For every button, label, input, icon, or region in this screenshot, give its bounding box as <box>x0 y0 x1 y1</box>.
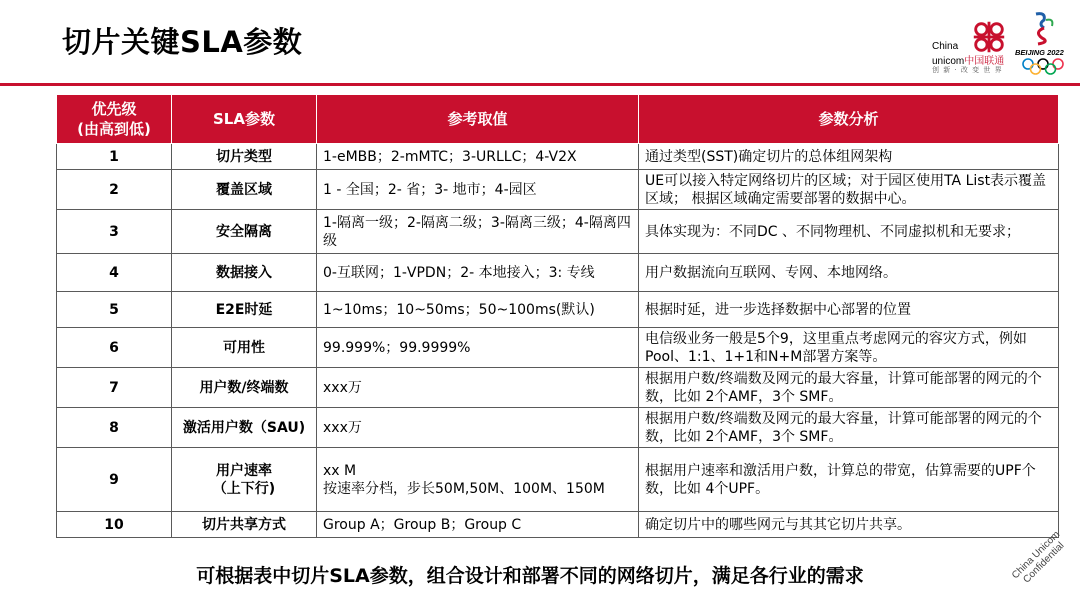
row-value: Group A；Group B；Group C <box>317 512 639 538</box>
row-analysis: 通过类型(SST)确定切片的总体组网架构 <box>639 144 1059 170</box>
row-param: E2E时延 <box>172 292 317 328</box>
beijing-2022-text: BEIJING 2022 <box>1015 48 1064 57</box>
row-priority: 10 <box>57 512 172 538</box>
table-row <box>57 292 1059 328</box>
row-analysis: UE可以接入特定网络切片的区域；对于园区使用TA List表示覆盖区域； 根据区域确定需要部署的数据中心。 <box>639 170 1059 210</box>
page-title: 切片关键SLA参数 <box>62 25 303 59</box>
row-priority: 2 <box>57 170 172 210</box>
china-unicom-logo <box>925 16 1017 74</box>
sla-parameter-table <box>56 94 1059 538</box>
row-priority: 8 <box>57 408 172 448</box>
row-priority: 6 <box>57 328 172 368</box>
beijing-emblem-icon <box>1014 10 1072 48</box>
table-row <box>57 512 1059 538</box>
row-param: 用户速率 （上下行) <box>172 448 317 512</box>
row-value: xx M 按速率分档，步长50M,50M、100M、150M <box>317 448 639 512</box>
unicom-knot-icon <box>970 18 1008 56</box>
table-header-row <box>57 95 1059 144</box>
table-row <box>57 210 1059 254</box>
row-value: xxx万 <box>317 408 639 448</box>
row-value: 1-隔离一级；2-隔离二级；3-隔离三级；4-隔离四级 <box>317 210 639 254</box>
row-analysis: 电信级业务一般是5个9，这里重点考虑网元的容灾方式，例如Pool、1:1、1+1和N+M部署方案等。 <box>639 328 1059 368</box>
row-value: 99.999%；99.9999% <box>317 328 639 368</box>
row-value: 0-互联网；1-VPDN；2- 本地接入；3: 专线 <box>317 254 639 292</box>
unicom-en-label: China <box>932 41 959 52</box>
row-value: 1-eMBB；2-mMTC；3-URLLC；4-V2X <box>317 144 639 170</box>
olympic-rings-icon <box>1020 58 1066 76</box>
row-priority: 5 <box>57 292 172 328</box>
table-row <box>57 408 1059 448</box>
row-param: 安全隔离 <box>172 210 317 254</box>
row-param: 数据接入 <box>172 254 317 292</box>
row-value: xxx万 <box>317 368 639 408</box>
row-analysis: 用户数据流向互联网、专网、本地网络。 <box>639 254 1059 292</box>
table-row <box>57 144 1059 170</box>
unicom-name-label: unicom中国联通 <box>932 56 1005 67</box>
row-priority: 7 <box>57 368 172 408</box>
conclusion-text: 可根据表中切片SLA参数，组合设计和部署不同的网络切片，满足各行业的需求 <box>196 565 864 587</box>
row-param: 覆盖区域 <box>172 170 317 210</box>
row-priority: 9 <box>57 448 172 512</box>
row-param: 可用性 <box>172 328 317 368</box>
header-analysis: 参数分析 <box>639 95 1059 144</box>
header-sla-param: SLA参数 <box>172 95 317 144</box>
row-value: 1~10ms；10~50ms；50~100ms(默认) <box>317 292 639 328</box>
row-analysis: 具体实现为：不同DC 、不同物理机、不同虚拟机和无要求； <box>639 210 1059 254</box>
table-row <box>57 170 1059 210</box>
row-value: 1 - 全国；2- 省；3- 地市；4-园区 <box>317 170 639 210</box>
row-priority: 4 <box>57 254 172 292</box>
unicom-slogan: 创 新 · 改 变 世 界 <box>932 66 1003 74</box>
header-reference-value: 参考取值 <box>317 95 639 144</box>
row-param: 切片类型 <box>172 144 317 170</box>
row-param: 用户数/终端数 <box>172 368 317 408</box>
table-row <box>57 328 1059 368</box>
header-priority: 优先级 (由高到低) <box>57 95 172 144</box>
row-analysis: 根据用户速率和激活用户数，计算总的带宽，估算需要的UPF个数，比如 4个UPF。 <box>639 448 1059 512</box>
row-analysis: 根据用户数/终端数及网元的最大容量，计算可能部署的网元的个数，比如 2个AMF，3个 SMF。 <box>639 408 1059 448</box>
table-row <box>57 254 1059 292</box>
row-analysis: 根据时延，进一步选择数据中心部署的位置 <box>639 292 1059 328</box>
row-param: 激活用户数（SAU) <box>172 408 317 448</box>
row-analysis: 根据用户数/终端数及网元的最大容量，计算可能部署的网元的个数，比如 2个AMF，3个 SMF。 <box>639 368 1059 408</box>
beijing-2022-logo <box>1014 10 1072 76</box>
row-priority: 1 <box>57 144 172 170</box>
table-row <box>57 368 1059 408</box>
title-divider <box>0 83 1080 86</box>
row-analysis: 确定切片中的哪些网元与其其它切片共享。 <box>639 512 1059 538</box>
confidential-watermark: China Unicom Confidential <box>1010 529 1067 586</box>
row-param: 切片共享方式 <box>172 512 317 538</box>
table-row <box>57 448 1059 512</box>
row-priority: 3 <box>57 210 172 254</box>
